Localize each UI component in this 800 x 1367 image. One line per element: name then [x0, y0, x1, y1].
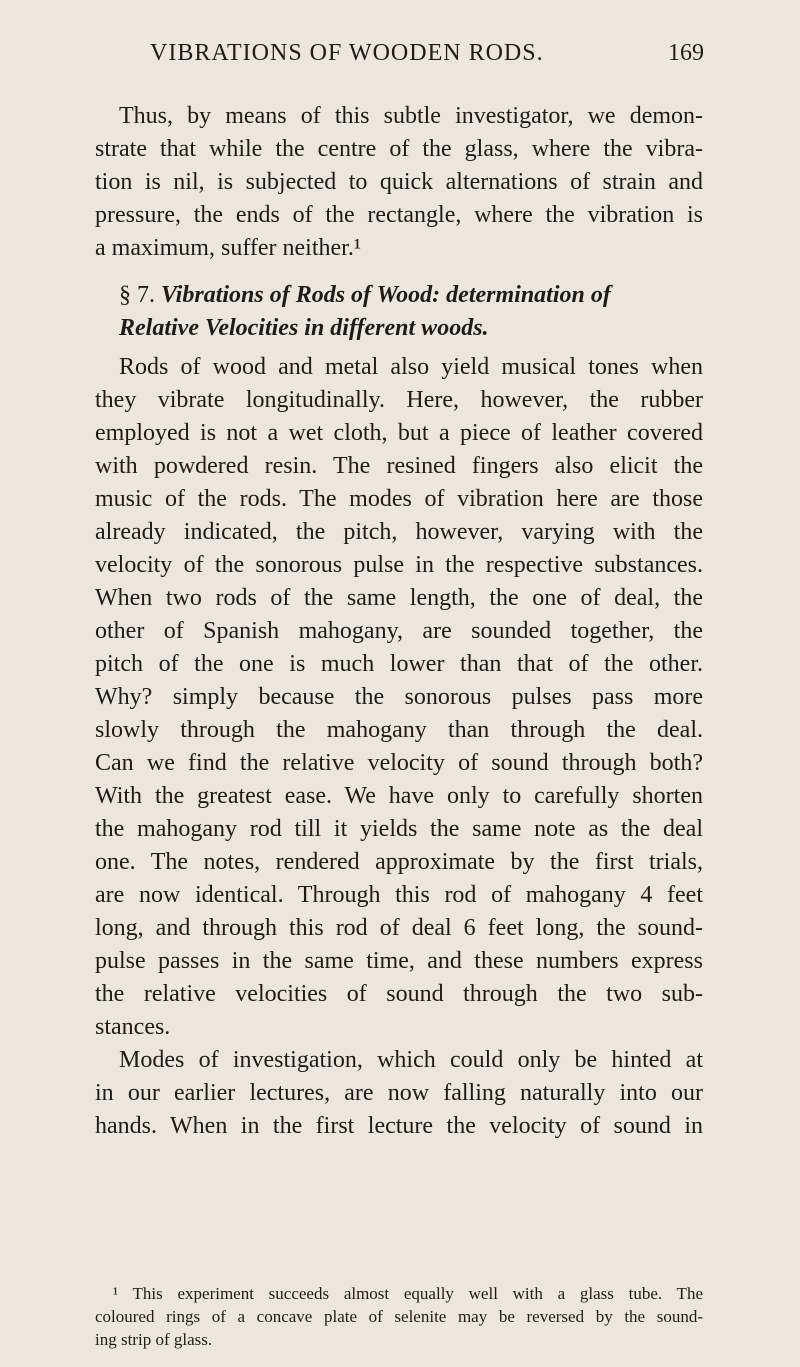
body-text — [95, 100, 703, 1143]
text-line: velocity of the sonorous pulse in the respective substances. — [95, 552, 703, 578]
footnote-line: coloured rings of a concave plate of selenite may be reversed by the sound- — [95, 1307, 703, 1326]
text-line: employed is not a wet cloth, but a piece of leather covered — [95, 420, 703, 446]
text-line: they vibrate longitudinally. Here, however, the rubber — [95, 387, 703, 413]
section-title-line-1: Vibrations of Rods of Wood: determination of — [161, 282, 611, 308]
text-line: tion is nil, is subjected to quick alternations of strain and — [95, 169, 703, 195]
text-line: already indicated, the pitch, however, varying with the — [95, 519, 703, 545]
footnote — [95, 1282, 703, 1351]
section-number: § 7. — [119, 282, 155, 308]
text-line: with powdered resin. The resined fingers also elicit the — [95, 453, 703, 479]
text-line: Thus, by means of this subtle investigator, we demon- — [119, 103, 703, 129]
text-line: the mahogany rod till it yields the same note as the deal — [95, 816, 703, 842]
paragraph-2 — [95, 351, 703, 1044]
footnote-line: ¹ This experiment succeeds almost equally well with a glass tube. The — [113, 1284, 703, 1303]
text-line: pitch of the one is much lower than that of the other. — [95, 651, 703, 677]
footnote-line: ing strip of glass. — [95, 1330, 213, 1349]
text-line: Modes of investigation, which could only be hinted at — [119, 1047, 703, 1073]
text-line: other of Spanish mahogany, are sounded together, the — [95, 618, 703, 644]
text-line: are now identical. Through this rod of mahogany 4 feet — [95, 882, 703, 908]
text-line: stances. — [95, 1014, 171, 1040]
text-line: slowly through the mahogany than through the deal. — [95, 717, 703, 743]
paragraph-1 — [95, 100, 703, 265]
text-line: pulse passes in the same time, and these numbers express — [95, 948, 703, 974]
text-line: strate that while the centre of the glass, where the vibra- — [95, 136, 703, 162]
text-line: the relative velocities of sound through the two sub- — [95, 981, 703, 1007]
text-line: When two rods of the same length, the one of deal, the — [95, 585, 703, 611]
text-line: music of the rods. The modes of vibration here are those — [95, 486, 703, 512]
text-line: With the greatest ease. We have only to carefully shorten — [95, 783, 703, 809]
section-title-line-2: Relative Velocities in different woods. — [119, 315, 489, 341]
text-line: long, and through this rod of deal 6 feet long, the sound- — [95, 915, 703, 941]
text-line: a maximum, suffer neither.¹ — [95, 235, 362, 261]
text-line: Why? simply because the sonorous pulses pass more — [95, 684, 703, 710]
section-heading — [95, 279, 703, 345]
running-head — [150, 40, 704, 80]
text-line: Rods of wood and metal also yield musical tones when — [119, 354, 703, 380]
page-number: 169 — [668, 40, 704, 66]
paragraph-3 — [95, 1044, 703, 1143]
text-line: one. The notes, rendered approximate by the first trials, — [95, 849, 703, 875]
text-line: Can we find the relative velocity of sound through both? — [95, 750, 703, 776]
text-line: hands. When in the first lecture the velocity of sound in — [95, 1113, 703, 1139]
section-heading-line-2 — [95, 312, 703, 345]
section-heading-line-1 — [95, 279, 703, 312]
text-line: in our earlier lectures, are now falling naturally into our — [95, 1080, 703, 1106]
running-head-title: VIBRATIONS OF WOODEN RODS. — [150, 40, 544, 66]
text-line: pressure, the ends of the rectangle, where the vibration is — [95, 202, 703, 228]
